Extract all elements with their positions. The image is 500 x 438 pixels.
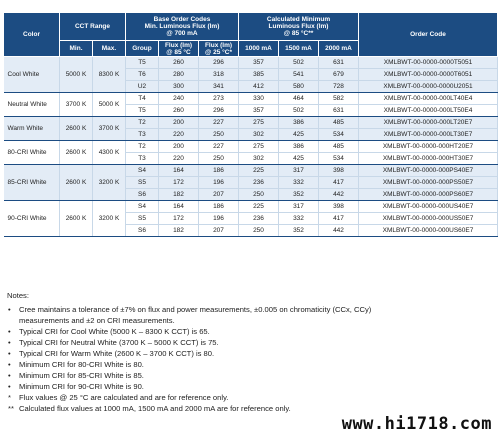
col-base-order <box>126 13 239 41</box>
note-item <box>7 326 495 337</box>
cell-flux1000: 275 <box>239 117 279 129</box>
table-header <box>4 13 498 57</box>
cell-group: S4 <box>126 201 159 213</box>
cell-flux25: 250 <box>199 153 239 165</box>
cell-flux85: 164 <box>159 201 199 213</box>
note-bullet: • <box>8 327 11 336</box>
cell-group: T5 <box>126 57 159 69</box>
cell-group: S6 <box>126 189 159 201</box>
cell-order-code: XMLBWT-00-0000-000HT30E7 <box>359 153 498 165</box>
cct-min: 2600 K <box>60 201 93 237</box>
note-bullet: • <box>8 382 11 391</box>
cell-flux1500: 425 <box>279 153 319 165</box>
cell-flux1500: 425 <box>279 129 319 141</box>
color-block <box>4 57 498 93</box>
cell-flux1500: 386 <box>279 141 319 153</box>
cell-flux2000: 485 <box>319 117 359 129</box>
cell-flux2000: 679 <box>319 69 359 81</box>
note-item <box>7 348 495 359</box>
note-text: Calculated flux values at 1000 mA, 1500 mA and 2000 mA are for reference only. <box>19 404 291 413</box>
cell-flux85: 240 <box>159 93 199 105</box>
cell-flux85: 300 <box>159 81 199 93</box>
cell-flux1500: 541 <box>279 69 319 81</box>
col-flux85 <box>159 41 199 57</box>
cell-flux1000: 236 <box>239 177 279 189</box>
color-cell: Neutral White <box>4 93 60 117</box>
cell-flux25: 207 <box>199 225 239 237</box>
cell-flux1500: 580 <box>279 81 319 93</box>
cell-flux25: 196 <box>199 213 239 225</box>
flux25-label: Flux (lm) @ 25 °C* <box>204 41 233 56</box>
table-row <box>4 201 498 213</box>
cell-order-code: XMLBWT-00-0000-000LT40E4 <box>359 93 498 105</box>
cell-flux2000: 534 <box>319 129 359 141</box>
table-row <box>4 165 498 177</box>
color-block <box>4 93 498 117</box>
notes-section <box>7 290 495 414</box>
cell-order-code: XMLBWT-00-0000-000HT20E7 <box>359 141 498 153</box>
cct-min: 2600 K <box>60 165 93 201</box>
cell-order-code: XMLBWT-00-0000-000LT20E7 <box>359 117 498 129</box>
cell-flux1000: 412 <box>239 81 279 93</box>
cell-flux2000: 442 <box>319 189 359 201</box>
watermark: www.hi1718.com <box>341 414 492 434</box>
table-row <box>4 141 498 153</box>
cell-flux1000: 357 <box>239 105 279 117</box>
cell-flux85: 280 <box>159 69 199 81</box>
cell-flux85: 164 <box>159 165 199 177</box>
cell-flux85: 220 <box>159 153 199 165</box>
note-item <box>7 392 495 403</box>
cell-flux85: 200 <box>159 141 199 153</box>
note-item <box>7 381 495 392</box>
col-2000ma: 2000 mA <box>319 41 359 57</box>
cct-min: 2600 K <box>60 141 93 165</box>
cell-order-code: XMLBWT-00-0000-0000T5051 <box>359 57 498 69</box>
cell-flux25: 250 <box>199 129 239 141</box>
cell-flux1500: 317 <box>279 201 319 213</box>
col-group: Group <box>126 41 159 57</box>
cct-min: 2600 K <box>60 117 93 141</box>
cell-order-code: XMLBWT-00-0000-000PS50E7 <box>359 177 498 189</box>
cct-min: 3700 K <box>60 93 93 117</box>
cell-flux85: 182 <box>159 225 199 237</box>
col-max: Max. <box>93 41 126 57</box>
cell-flux1000: 250 <box>239 189 279 201</box>
note-bullet: * <box>8 393 11 402</box>
cct-max: 4300 K <box>93 141 126 165</box>
cell-flux1000: 302 <box>239 153 279 165</box>
cell-flux25: 186 <box>199 201 239 213</box>
cct-max: 8300 K <box>93 57 126 93</box>
cell-flux1000: 330 <box>239 93 279 105</box>
col-calc-min <box>239 13 359 41</box>
cell-flux1500: 352 <box>279 225 319 237</box>
base-order-label: Base Order Codes Min. Luminous Flux (lm) @ 700 mA <box>144 16 220 37</box>
cell-order-code: XMLBWT-00-0000-000LT50E4 <box>359 105 498 117</box>
calc-min-label: Calculated Minimum Luminous Flux (lm) @ 85 °C** <box>266 16 331 37</box>
note-text: Cree maintains a tolerance of ±7% on flux and power measurements, ±0.005 on chromaticity (CCx, CCy) <box>19 305 372 314</box>
col-flux25 <box>199 41 239 57</box>
note-text-continued: measurements and ±2 on CRI measurements. <box>19 316 175 325</box>
cell-flux85: 260 <box>159 57 199 69</box>
note-item <box>7 337 495 348</box>
cell-order-code: XMLBWT-00-0000-000PS40E7 <box>359 165 498 177</box>
cell-flux2000: 534 <box>319 153 359 165</box>
cell-group: S5 <box>126 213 159 225</box>
cell-group: U2 <box>126 81 159 93</box>
col-color: Color <box>4 13 60 57</box>
note-text: Minimum CRI for 90-CRI White is 90. <box>19 382 144 391</box>
cell-group: T6 <box>126 69 159 81</box>
cell-flux1500: 332 <box>279 177 319 189</box>
cell-flux1500: 502 <box>279 105 319 117</box>
color-block <box>4 165 498 201</box>
cell-flux1500: 386 <box>279 117 319 129</box>
cct-max: 5000 K <box>93 93 126 117</box>
cell-flux1000: 385 <box>239 69 279 81</box>
cell-flux1000: 275 <box>239 141 279 153</box>
note-bullet: ** <box>8 404 14 413</box>
cell-flux2000: 631 <box>319 57 359 69</box>
cell-group: T2 <box>126 141 159 153</box>
note-bullet: • <box>8 349 11 358</box>
cell-flux85: 260 <box>159 105 199 117</box>
cell-flux2000: 631 <box>319 105 359 117</box>
cell-flux1000: 357 <box>239 57 279 69</box>
cell-flux85: 172 <box>159 177 199 189</box>
cell-group: S6 <box>126 225 159 237</box>
cct-max: 3700 K <box>93 117 126 141</box>
cell-flux2000: 582 <box>319 93 359 105</box>
col-min: Min. <box>60 41 93 57</box>
cell-flux25: 227 <box>199 141 239 153</box>
note-text: Minimum CRI for 80-CRI White is 80. <box>19 360 144 369</box>
cell-flux1000: 236 <box>239 213 279 225</box>
note-text: Typical CRI for Neutral White (3700 K – 5000 K CCT) is 75. <box>19 338 219 347</box>
table-row <box>4 93 498 105</box>
note-bullet: • <box>8 338 11 347</box>
note-text: Typical CRI for Warm White (2600 K – 3700 K CCT) is 80. <box>19 349 215 358</box>
note-item <box>7 403 495 414</box>
cell-flux2000: 442 <box>319 225 359 237</box>
table-row <box>4 117 498 129</box>
cell-flux2000: 398 <box>319 201 359 213</box>
cell-flux2000: 398 <box>319 165 359 177</box>
cell-flux1000: 250 <box>239 225 279 237</box>
cell-flux85: 182 <box>159 189 199 201</box>
cell-flux25: 296 <box>199 57 239 69</box>
cell-flux1000: 225 <box>239 165 279 177</box>
note-item <box>7 359 495 370</box>
note-text: Minimum CRI for 85-CRI White is 85. <box>19 371 144 380</box>
col-order-code: Order Code <box>359 13 498 57</box>
note-text: Typical CRI for Cool White (5000 K – 8300 K CCT) is 65. <box>19 327 210 336</box>
cell-order-code: XMLBWT-00-0000-000LT30E7 <box>359 129 498 141</box>
cell-group: S5 <box>126 177 159 189</box>
cell-group: S4 <box>126 165 159 177</box>
flux85-label: Flux (lm) @ 85 °C <box>164 41 193 56</box>
note-text: Flux values @ 25 °C are calculated and are for reference only. <box>19 393 229 402</box>
cct-max: 3200 K <box>93 165 126 201</box>
notes-list <box>7 304 495 414</box>
cell-flux1500: 352 <box>279 189 319 201</box>
notes-heading: Notes: <box>7 291 29 300</box>
cell-group: T3 <box>126 129 159 141</box>
color-cell: 90-CRI White <box>4 201 60 237</box>
cell-order-code: XMLBWT-00-0000-000PS60E7 <box>359 189 498 201</box>
col-1500ma: 1500 mA <box>279 41 319 57</box>
note-bullet: • <box>8 360 11 369</box>
cct-max: 3200 K <box>93 201 126 237</box>
cell-flux25: 196 <box>199 177 239 189</box>
cell-flux85: 220 <box>159 129 199 141</box>
color-block <box>4 201 498 237</box>
cell-flux1500: 464 <box>279 93 319 105</box>
cell-flux25: 341 <box>199 81 239 93</box>
table-row <box>4 57 498 69</box>
cell-group: T4 <box>126 93 159 105</box>
cell-flux2000: 728 <box>319 81 359 93</box>
note-item <box>7 370 495 381</box>
cell-flux1500: 502 <box>279 57 319 69</box>
cell-flux2000: 485 <box>319 141 359 153</box>
cell-order-code: XMLBWT-00-0000-000US40E7 <box>359 201 498 213</box>
cell-flux2000: 417 <box>319 177 359 189</box>
cell-flux85: 200 <box>159 117 199 129</box>
color-block <box>4 141 498 165</box>
color-block <box>4 117 498 141</box>
cell-flux25: 296 <box>199 105 239 117</box>
col-cct-range: CCT Range <box>60 13 126 41</box>
cell-flux25: 318 <box>199 69 239 81</box>
cell-order-code: XMLBWT-00-0000-000US60E7 <box>359 225 498 237</box>
cell-flux1000: 225 <box>239 201 279 213</box>
cell-flux1000: 302 <box>239 129 279 141</box>
cell-flux25: 273 <box>199 93 239 105</box>
cct-min: 5000 K <box>60 57 93 93</box>
cell-group: T3 <box>126 153 159 165</box>
color-cell: Warm White <box>4 117 60 141</box>
color-cell: 85-CRI White <box>4 165 60 201</box>
cell-order-code: XMLBWT-00-0000-000US50E7 <box>359 213 498 225</box>
cell-flux25: 207 <box>199 189 239 201</box>
cell-flux85: 172 <box>159 213 199 225</box>
cell-order-code: XMLBWT-00-0000-0000U2051 <box>359 81 498 93</box>
color-cell: 80-CRI White <box>4 141 60 165</box>
col-1000ma: 1000 mA <box>239 41 279 57</box>
cell-order-code: XMLBWT-00-0000-0000T6051 <box>359 69 498 81</box>
cell-group: T2 <box>126 117 159 129</box>
cell-flux1500: 317 <box>279 165 319 177</box>
cell-group: T5 <box>126 105 159 117</box>
note-bullet: • <box>8 305 11 314</box>
color-cell: Cool White <box>4 57 60 93</box>
note-bullet: • <box>8 371 11 380</box>
cell-flux2000: 417 <box>319 213 359 225</box>
cell-flux25: 227 <box>199 117 239 129</box>
cell-flux1500: 332 <box>279 213 319 225</box>
cell-flux25: 186 <box>199 165 239 177</box>
spec-table <box>3 12 498 237</box>
note-item <box>7 304 495 326</box>
